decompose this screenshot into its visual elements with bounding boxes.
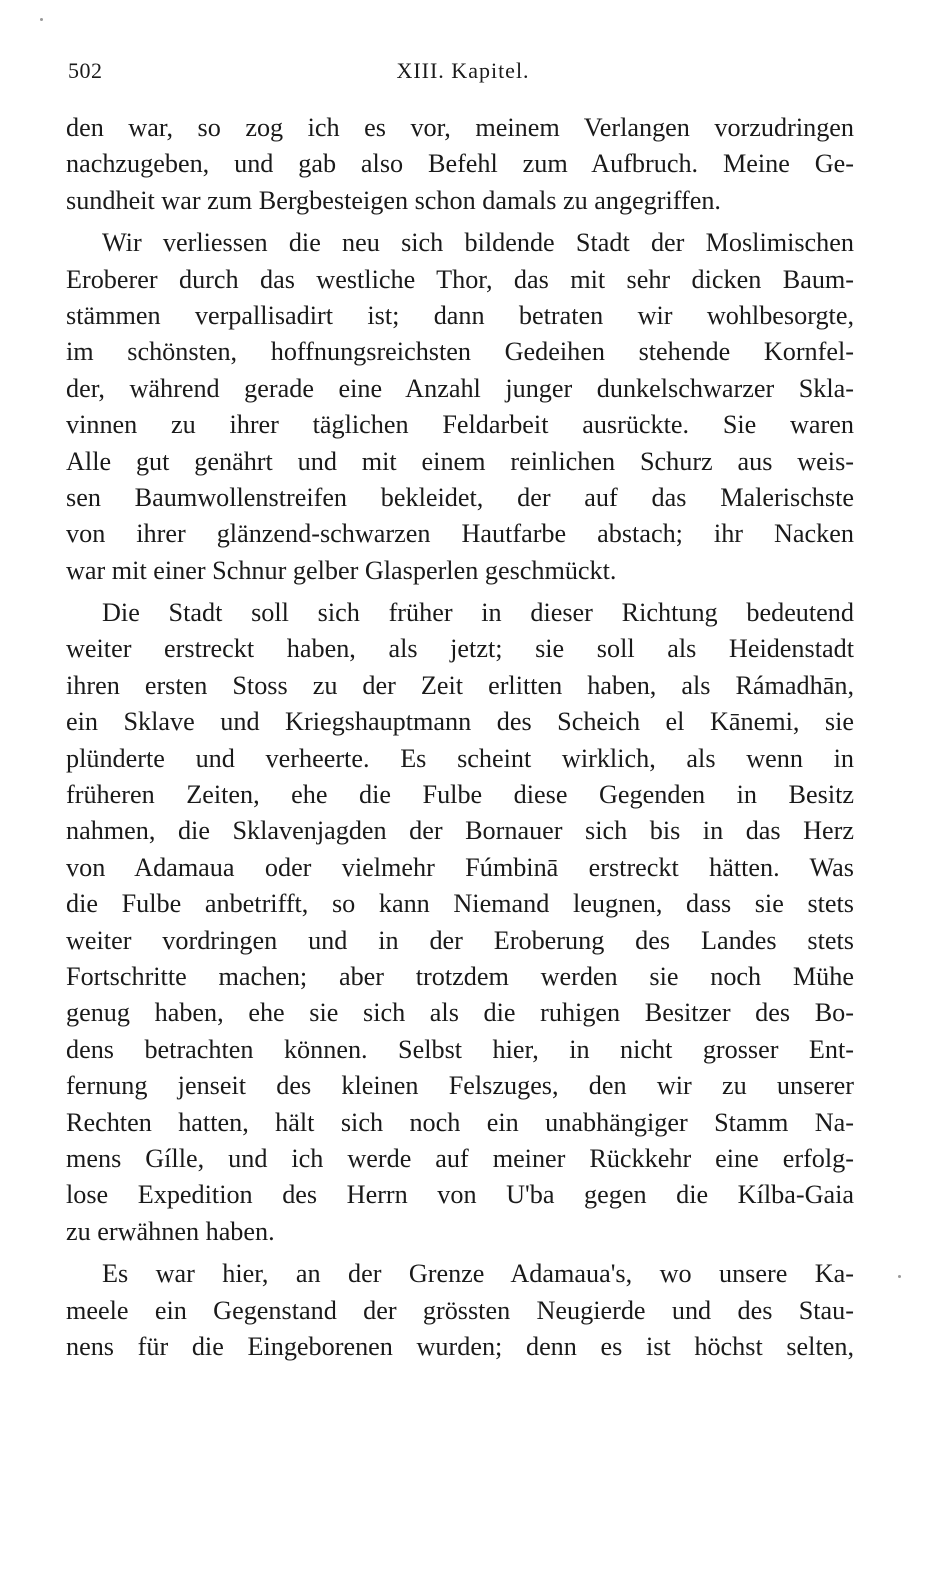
paragraph-4 (66, 1256, 854, 1365)
text-line: sen Baumwollenstreifen bekleidet, der auf das Malerischste (66, 482, 854, 512)
text-line: meele ein Gegenstand der grössten Neugierde und des Stau- (66, 1295, 854, 1325)
text-line: plünderte und verheerte. Es scheint wirklich, als wenn in (66, 743, 854, 773)
text-line: Es war hier, an der Grenze Adamaua's, wo unsere Ka- (102, 1259, 854, 1289)
text-line: von ihrer glänzend-schwarzen Hautfarbe abstach; ihr Nacken (66, 519, 854, 549)
text-line: weiter vordringen und in der Eroberung des Landes stets (66, 925, 854, 955)
text-line: den war, so zog ich es vor, meinem Verlangen vorzudringen (66, 113, 854, 142)
text-line: zu erwähnen haben. (66, 1216, 275, 1246)
body-text (66, 110, 854, 1365)
text-line: Die Stadt soll sich früher in dieser Richtung bedeutend (102, 598, 854, 628)
text-line: fernung jenseit des kleinen Felszuges, den wir zu unserer (66, 1071, 854, 1101)
paragraph-2 (66, 225, 854, 589)
text-line: Eroberer durch das westliche Thor, das mit sehr dicken Baum- (66, 264, 854, 294)
text-line: im schönsten, hoffnungsreichsten Gedeihen stehende Kornfel- (66, 337, 854, 367)
paragraph-1 (66, 110, 854, 219)
text-line: weiter erstreckt haben, als jetzt; sie soll als Heidenstadt (66, 634, 854, 664)
text-line: nachzugeben, und gab also Befehl zum Aufbruch. Meine Ge- (66, 149, 854, 179)
scan-speck (898, 1275, 901, 1278)
text-line: früheren Zeiten, ehe die Fulbe diese Gegenden in Besitz (66, 780, 854, 810)
text-line: ihren ersten Stoss zu der Zeit erlitten haben, als Rámadhān, (66, 670, 854, 700)
text-line: nens für die Eingeborenen wurden; denn es ist höchst selten, (66, 1331, 854, 1361)
text-line: sundheit war zum Bergbesteigen schon damals zu angegriffen. (66, 185, 721, 215)
text-line: von Adamaua oder vielmehr Fúmbinā erstreckt hätten. Was (66, 852, 854, 882)
text-line: der, während gerade eine Anzahl junger dunkelschwarzer Skla- (66, 373, 854, 403)
page-number: 502 (68, 58, 103, 83)
text-line: Rechten hatten, hält sich noch ein unabhängiger Stamm Na- (66, 1107, 854, 1137)
text-line: vinnen zu ihrer täglichen Feldarbeit ausrückte. Sie waren (66, 410, 854, 440)
paragraph-3 (66, 595, 854, 1250)
text-line: Alle gut genährt und mit einem reinlichen Schurz aus weis- (66, 446, 854, 476)
text-line: nahmen, die Sklavenjagden der Bornauer sich bis in das Herz (66, 816, 854, 846)
page-header (68, 58, 858, 98)
running-title: XIII. Kapitel. (396, 58, 530, 83)
text-line: stämmen verpallisadirt ist; dann betraten wir wohlbesorgte, (66, 300, 854, 330)
text-line: war mit einer Schnur gelber Glasperlen geschmückt. (66, 555, 617, 585)
text-line: lose Expedition des Herrn von U'ba gegen die Kílba-Gaia (66, 1180, 854, 1210)
text-line: die Fulbe anbetrifft, so kann Niemand leugnen, dass sie stets (66, 889, 854, 919)
text-line: mens Gílle, und ich werde auf meiner Rückkehr eine erfolg- (66, 1143, 854, 1173)
text-line: dens betrachten können. Selbst hier, in nicht grosser Ent- (66, 1034, 854, 1064)
text-line: ein Sklave und Kriegshauptmann des Scheich el Kānemi, sie (66, 707, 854, 737)
text-line: Fortschritte machen; aber trotzdem werden sie noch Mühe (66, 961, 854, 991)
text-line: Wir verliessen die neu sich bildende Stadt der Moslimischen (102, 228, 854, 258)
text-line: genug haben, ehe sie sich als die ruhigen Besitzer des Bo- (66, 998, 854, 1028)
scan-speck (40, 18, 43, 21)
